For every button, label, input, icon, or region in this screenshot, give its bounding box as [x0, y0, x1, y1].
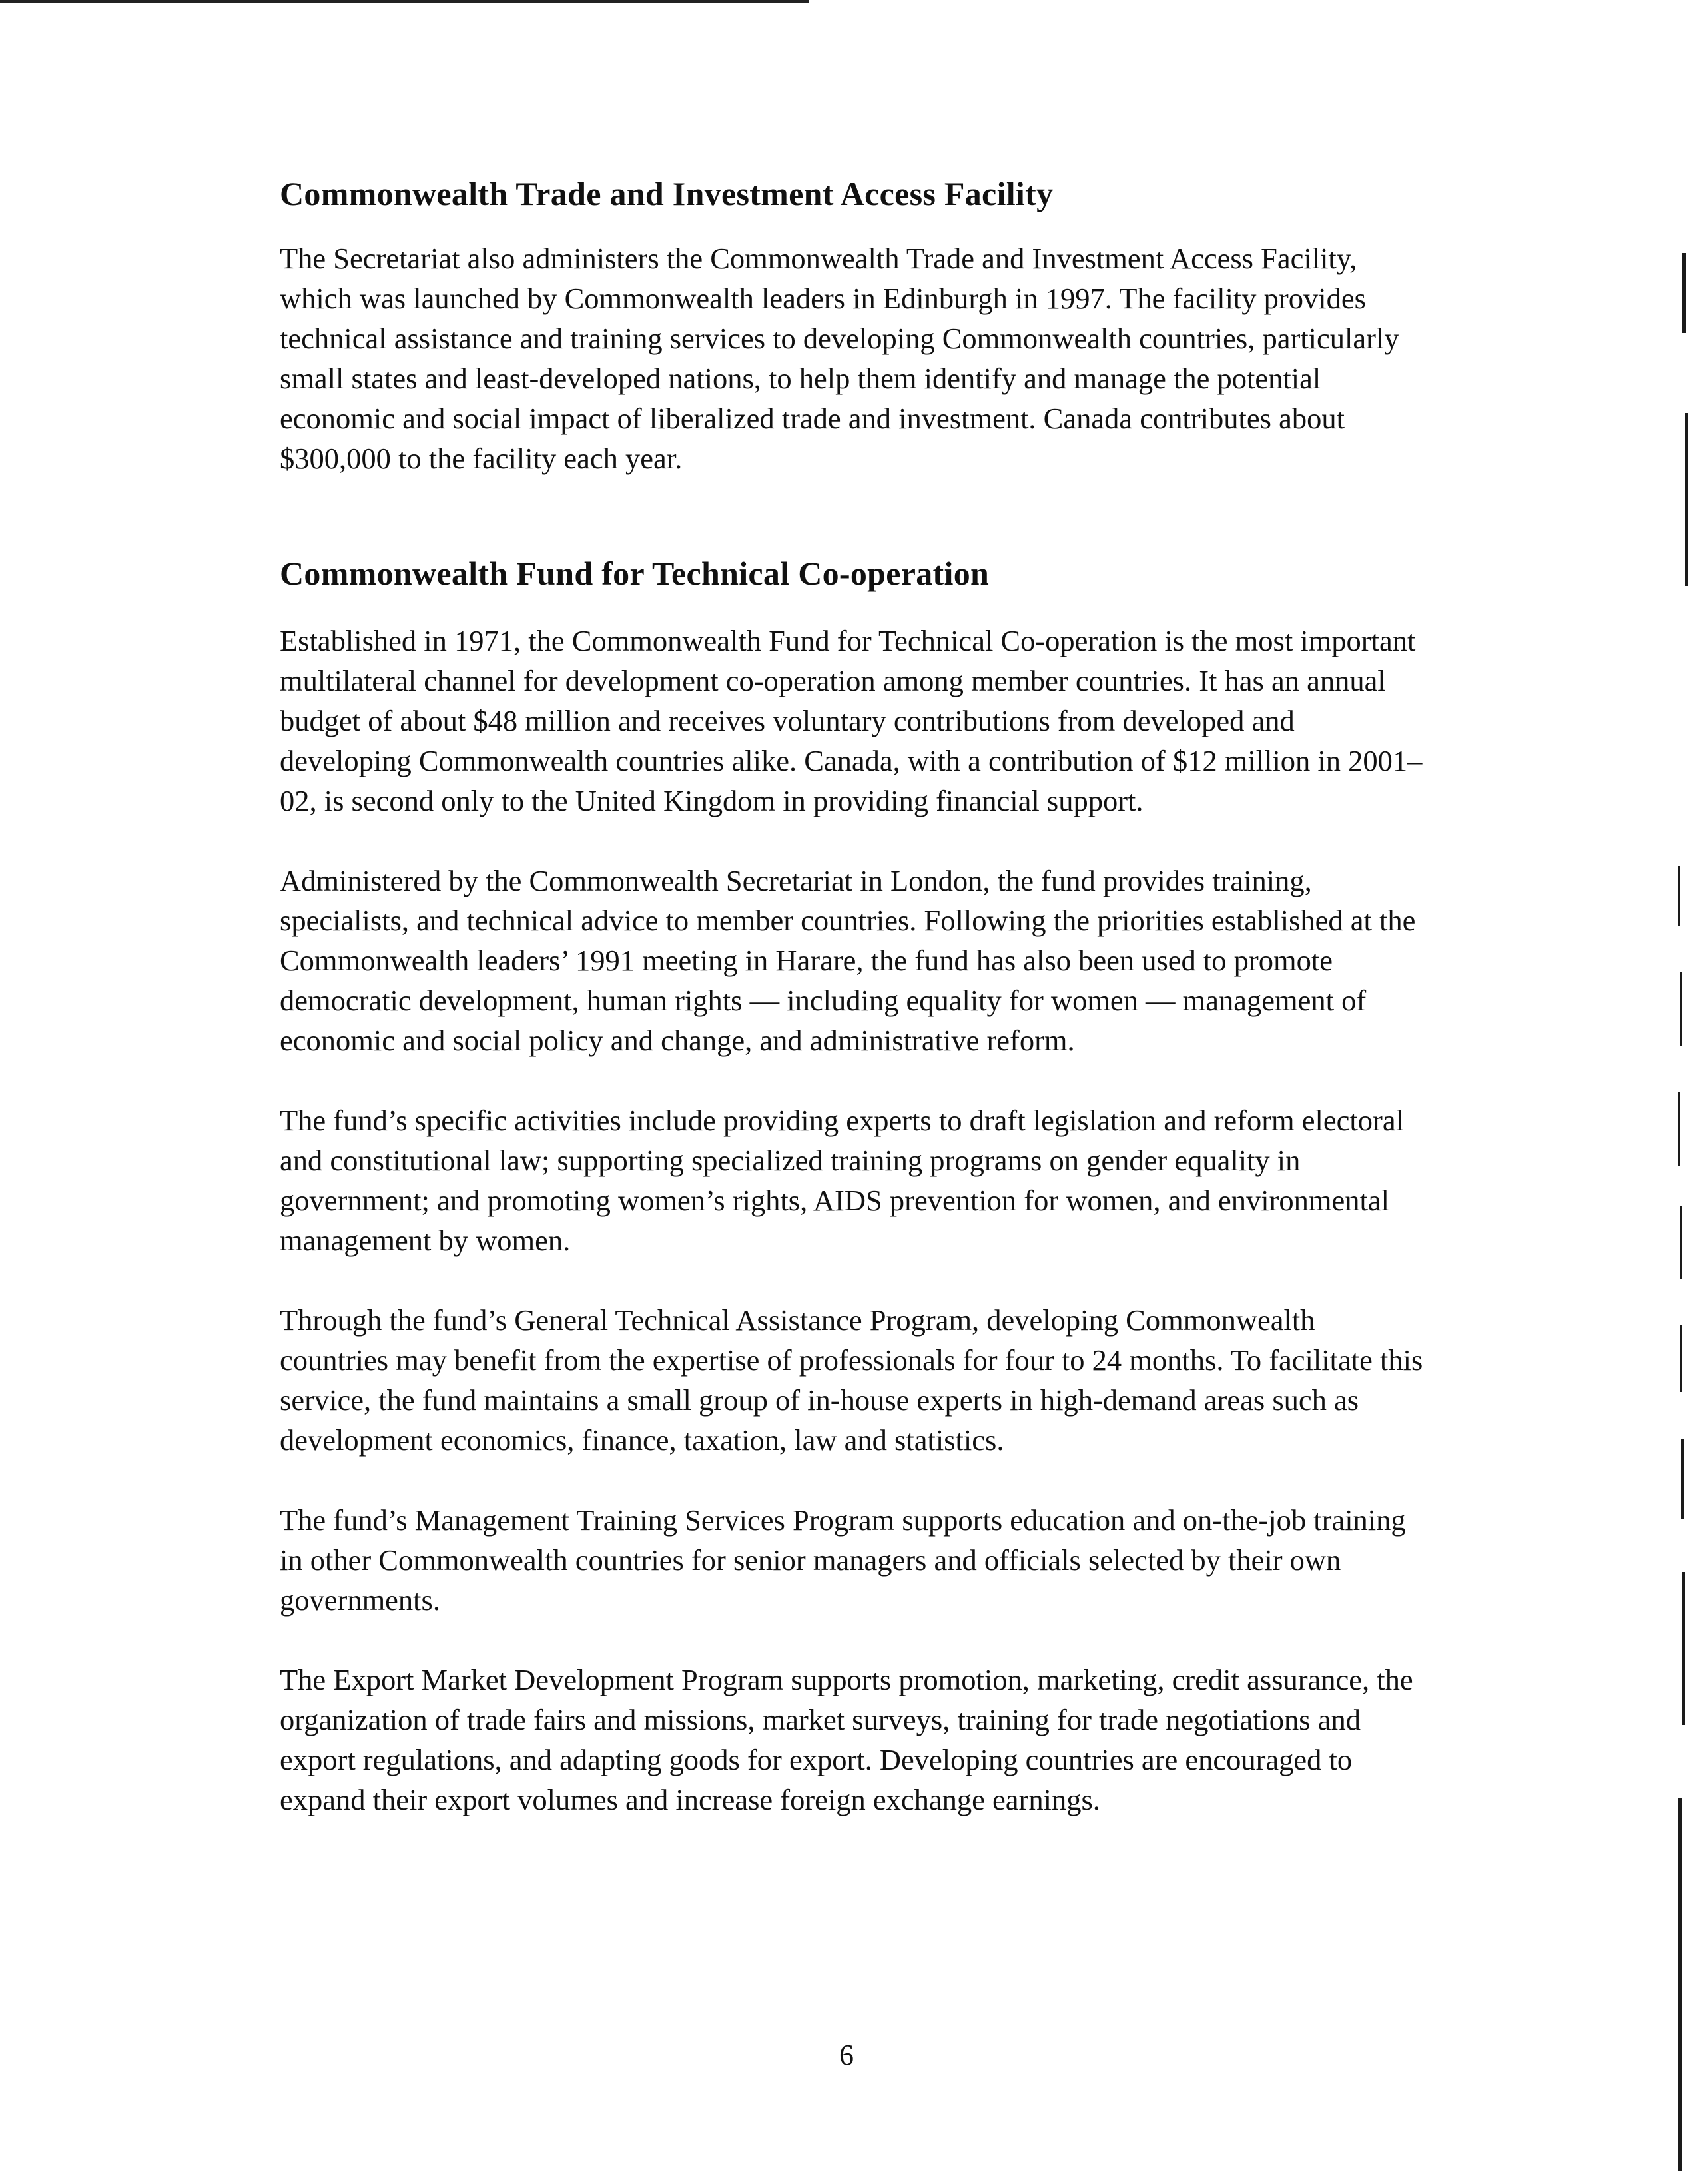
paragraph-export-market: The Export Market Development Program supports promotion, marketing, credit assurance, the organization of trade fairs and missions, market surveys, training for trade negotiations and export regulations, and adapting goods for export. Developing countries are encouraged to expand their export volumes and increase foreign exchange earnings. [280, 1663, 1413, 1816]
page-number: 6 [839, 2039, 854, 2071]
paragraph-general-assistance: Through the fund’s General Technical Assistance Program, developing Commonwealth countries may benefit from the expertise of professionals for four to 24 months. To facilitate this service, the fund maintains a small group of in-house experts in high-demand areas such as development economics, finance, taxation, law and statistics. [280, 1303, 1423, 1457]
scan-edge-mark [1680, 972, 1682, 1046]
scan-edge-mark [1680, 1325, 1682, 1392]
paragraph-fund-established: Established in 1971, the Commonwealth Fund for Technical Co-operation is the most important multilateral channel for development co-operation among member countries. It has an annual budget of about $48 million and receives voluntary contributions from developed and developing Commonwealth countries alike. Canada, with a contribution of $12 million in 2001–02, is second only to the United Kingdom in providing financial support. [280, 624, 1423, 817]
scan-edge-mark [1678, 1798, 1682, 2171]
scan-edge-mark [1678, 866, 1680, 926]
scan-edge-mark [1682, 253, 1686, 333]
paragraph-fund-activities: The fund’s specific activities include providing experts to draft legislation and reform electoral and constitutional law; supporting specialized training programs on gender equality in government; and promoting women’s rights, AIDS prevention for women, and environmental management by women. [280, 1104, 1404, 1257]
paragraph-fund-administered: Administered by the Commonwealth Secretariat in London, the fund provides training, specialists, and technical advice to member countries. Following the priorities established at the Commonwealth leaders’ 1991 meeting in Harare, the fund has also been used to promote democratic development, human rights — including equality for women — management of economic and social policy and change, and administrative reform. [280, 864, 1416, 1057]
top-border-line [0, 0, 809, 3]
scan-edge-mark [1678, 1092, 1680, 1166]
scan-edge-mark [1681, 1439, 1684, 1519]
section-heading-technical-fund: Commonwealth Fund for Technical Co-operation [280, 555, 990, 592]
document-body [280, 173, 1425, 1820]
scan-edge-mark [1680, 1206, 1682, 1279]
scan-edge-mark [1685, 413, 1688, 586]
paragraph-trade-facility: The Secretariat also administers the Commonwealth Trade and Investment Access Facility, which was launched by Commonwealth leaders in Edinburgh in 1997. The facility provides technical assistance and training services to developing Commonwealth countries, particularly small states and least-developed nations, to help them identify and manage the potential economic and social impact of liberalized trade and investment. Canada contributes about $300,000 to the facility each year. [280, 242, 1399, 475]
paragraph-management-training: The fund’s Management Training Services Program supports education and on-the-job training in other Commonwealth countries for senior managers and officials selected by their own governments. [280, 1503, 1406, 1617]
section-heading-trade-facility: Commonwealth Trade and Investment Access Facility [280, 175, 1054, 212]
scan-edge-mark [1682, 1572, 1685, 1725]
